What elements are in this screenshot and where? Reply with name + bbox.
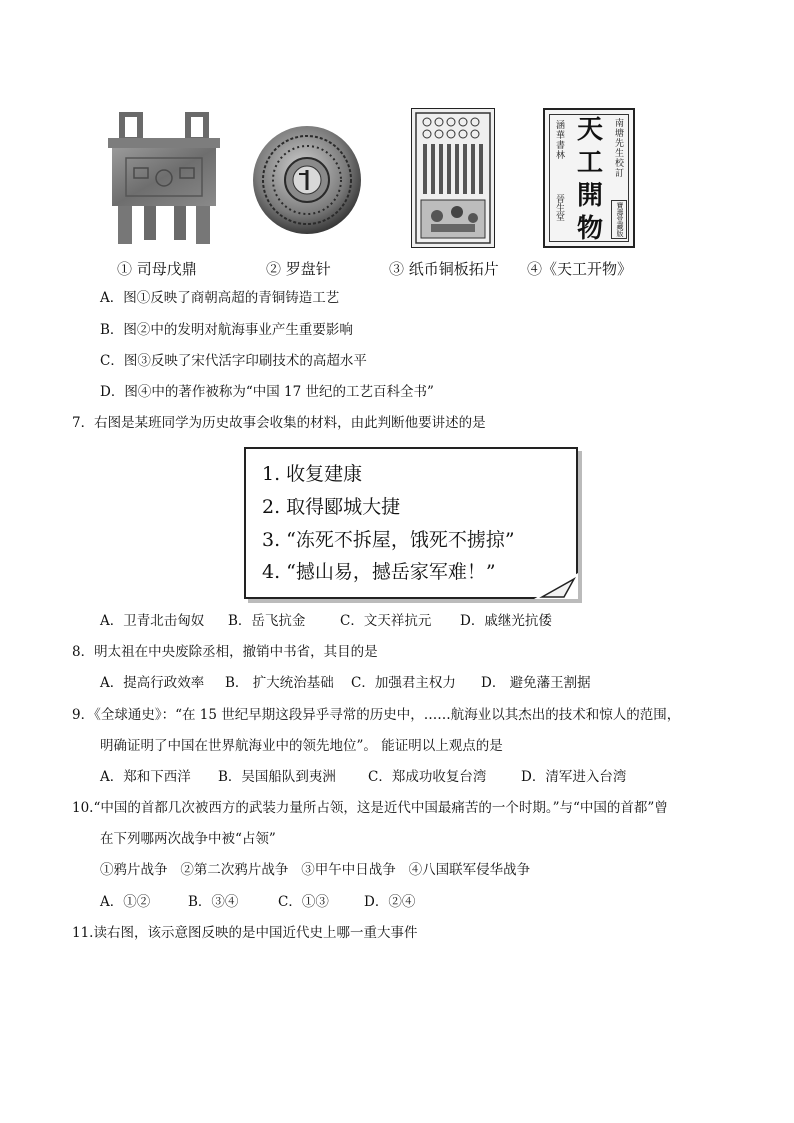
figure-caption-3: ③ 纸币铜板拓片	[389, 260, 499, 278]
q7-box-line-2: 2. 取得郾城大捷	[262, 496, 401, 518]
q7-stem: 7．右图是某班同学为历史故事会收集的材料，由此判断他要讲述的是	[72, 415, 486, 431]
q7-box-line-3: 3. “冻死不拆屋，饿死不掳掠”	[262, 529, 515, 551]
q7-options	[100, 612, 552, 630]
q7-box-line-4: 4. “撼山易，撼岳家军难！”	[262, 561, 496, 583]
q8-options	[100, 674, 591, 692]
q10-stem-line-1: 10.“中国的首都几次被西方的武装力量所占领，这是近代中国最痛苦的一个时期。”与“中国的首都”曾	[72, 800, 668, 816]
cover-stamp: 寶壽堂藏版	[611, 200, 627, 239]
folded-corner-icon	[534, 573, 578, 599]
q11-stem: 11.读右图，该示意图反映的是中国近代史上哪一重大事件	[72, 925, 418, 941]
q8-option-a: A．提高行政效率	[100, 675, 205, 691]
q10-option-b: B．③④	[188, 894, 239, 910]
banknote-rubbing-image	[411, 108, 495, 248]
q10-items: ①鸦片战争 ②第二次鸦片战争 ③甲午中日战争 ④八国联军侵华战争	[100, 862, 531, 878]
q8-option-c: C．加强君主权力	[351, 675, 456, 691]
q7-option-a: A．卫青北击匈奴	[100, 613, 205, 629]
q8-stem: 8．明太祖在中央废除丞相，撤销中书省，其目的是	[72, 644, 378, 660]
q10-stem-line-2: 在下列哪两次战争中被“占领”	[100, 831, 276, 847]
q9-option-c: C．郑成功收复台湾	[368, 769, 487, 785]
q9-stem-line-1: 9．《全球通史》：“在 15 世纪早期这段异乎寻常的历史中，……航海业以其杰出的技术和惊人的范围，	[72, 707, 681, 723]
q7-option-d: D．戚继光抗倭	[460, 613, 552, 629]
q9-option-a: A．郑和下西洋	[100, 769, 191, 785]
cover-side-left-text: 涵華書林	[554, 120, 564, 160]
q6-option-b: B．图②中的发明对航海事业产生重要影响	[100, 322, 353, 338]
q10-option-a: A．①②	[100, 894, 151, 910]
banknote-rubbing-illustration	[411, 108, 495, 248]
figure-caption-4: ④《天工开物》	[527, 260, 633, 278]
compass-illustration	[252, 124, 362, 236]
compass-image	[252, 124, 362, 236]
ding-image	[104, 112, 224, 247]
q9-options	[100, 768, 626, 786]
q7-material-box	[244, 447, 578, 599]
cover-side-right-text: 南塘先生校訂	[613, 118, 623, 178]
q6-option-a: A．图①反映了商朝高超的青铜铸造工艺	[100, 290, 340, 306]
figure-caption-2: ② 罗盘针	[266, 260, 331, 278]
q9-option-d: D．清军进入台湾	[521, 769, 627, 785]
q7-option-c: C．文天祥抗元	[340, 613, 432, 629]
q10-option-c: C．①③	[278, 894, 329, 910]
cover-side-left2-text: 晉生堂	[554, 194, 564, 221]
q9-stem-line-2: 明确证明了中国在世界航海业中的领先地位”。 能证明以上观点的是	[100, 738, 503, 754]
figure-caption-1: ① 司母戊鼎	[117, 260, 197, 278]
q9-option-b: B．吴国船队到夷洲	[218, 769, 336, 785]
cover-title: 天工開物	[576, 115, 603, 244]
q6-option-c: C．图③反映了宋代活字印刷技术的高超水平	[100, 353, 367, 369]
q10-option-d: D．②④	[364, 894, 416, 910]
q7-box-line-1: 1. 收复建康	[262, 463, 363, 485]
q7-option-b: B．岳飞抗金	[228, 613, 306, 629]
q6-option-d: D．图④中的著作被称为“中国 17 世纪的工艺百科全书”	[100, 384, 434, 400]
tiangong-kaiwu-cover	[543, 108, 635, 248]
ding-illustration	[104, 112, 224, 247]
q10-options	[100, 893, 415, 911]
q8-option-d: D． 避免藩王割据	[481, 675, 591, 691]
q8-option-b: B． 扩大统治基础	[225, 675, 334, 691]
